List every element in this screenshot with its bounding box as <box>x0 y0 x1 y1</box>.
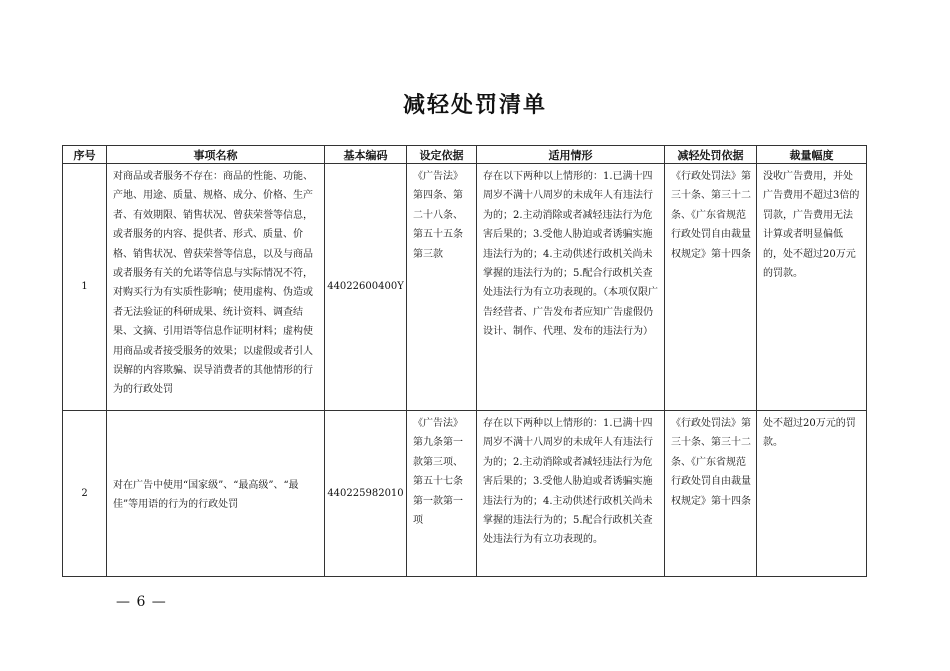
row-situation: 存在以下两种以上情形的：1.已满十四周岁不满十八周岁的未成年人有违法行为的；2.主动消除或者减轻违法行为危害后果的；3.受他人胁迫或者诱骗实施违法行为的；4.主动供述行政机关尚未掌握的违法行为的；5.配合行政机关查处违法行为有立功表现的。（本项仅限广告经营者、广告发布者应知广告虚假仍设计、制作、代理、发布的违法行为） <box>477 164 665 411</box>
row-range: 没收广告费用，并处广告费用不超过3倍的罚款，广告费用无法计算或者明显偏低的，处不超过20万元的罚款。 <box>757 164 867 411</box>
table-header-row <box>63 146 867 164</box>
header-situation: 适用情形 <box>477 146 665 164</box>
header-range: 裁量幅度 <box>757 146 867 164</box>
table-row <box>63 411 867 577</box>
penalty-table <box>62 145 867 577</box>
table-row <box>63 164 867 411</box>
row-code: 440225982010 <box>325 411 407 577</box>
row-reduce-basis: 《行政处罚法》第三十条、第三十二条、《广东省规范行政处罚自由裁量权规定》第十四条 <box>665 164 757 411</box>
header-code: 基本编码 <box>325 146 407 164</box>
header-reduce-basis: 减轻处罚依据 <box>665 146 757 164</box>
row-index: 2 <box>63 411 107 577</box>
row-basis: 《广告法》第四条、第二十八条、第五十五条第三款 <box>407 164 477 411</box>
header-basis: 设定依据 <box>407 146 477 164</box>
row-range: 处不超过20万元的罚款。 <box>757 411 867 577</box>
row-basis: 《广告法》第九条第一款第三项、第五十七条第一款第一项 <box>407 411 477 577</box>
page-number: — 6 — <box>116 594 167 610</box>
page-title: 减轻处罚清单 <box>402 92 547 118</box>
row-item-name: 对商品或者服务不存在：商品的性能、功能、产地、用途、质量、规格、成分、价格、生产者、有效期限、销售状况、曾获荣誉等信息，或者服务的内容、提供者、形式、质量、价格、销售状况、曾获荣誉等信息，以及与商品或者服务有关的允诺等信息与实际情况不符，对购买行为有实质性影响；使用虚构、伪造或者无法验证的科研成果、统计资料、调查结果、文摘、引用语等信息作证明材料；虚构使用商品或者接受服务的效果；以虚假或者引人误解的内容欺骗、误导消费者的其他情形的行为的行政处罚 <box>107 164 325 411</box>
header-item-name: 事项名称 <box>107 146 325 164</box>
row-situation: 存在以下两种以上情形的：1.已满十四周岁不满十八周岁的未成年人有违法行为的；2.主动消除或者减轻违法行为危害后果的；3.受他人胁迫或者诱骗实施违法行为的；4.主动供述行政机关尚未掌握的违法行为的；5.配合行政机关查处违法行为有立功表现的。 <box>477 411 665 577</box>
row-code: 44022600400Y <box>325 164 407 411</box>
header-index: 序号 <box>63 146 107 164</box>
row-index: 1 <box>63 164 107 411</box>
row-item-name: 对在广告中使用“国家级”、“最高级”、“最佳”等用语的行为的行政处罚 <box>107 411 325 577</box>
row-reduce-basis: 《行政处罚法》第三十条、第三十二条、《广东省规范行政处罚自由裁量权规定》第十四条 <box>665 411 757 577</box>
